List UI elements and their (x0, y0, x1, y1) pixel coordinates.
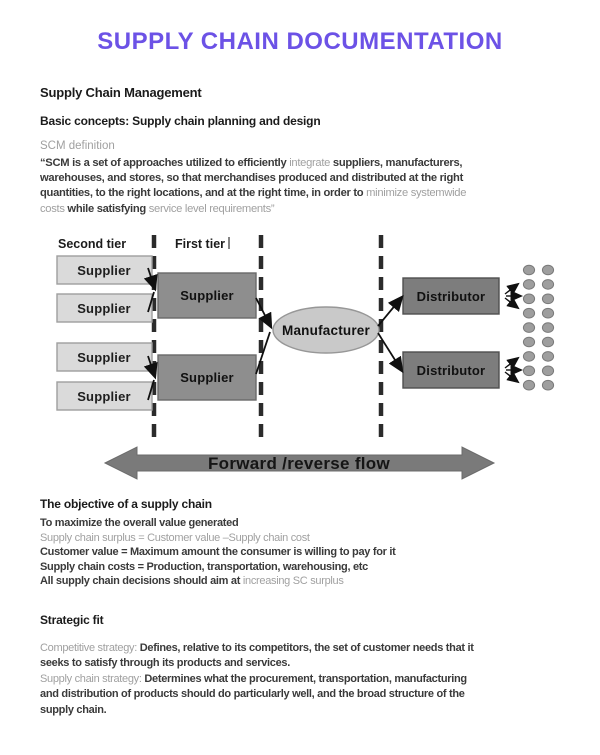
page-title: SUPPLY CHAIN DOCUMENTATION (97, 28, 503, 55)
supply-chain-diagram (0, 232, 600, 484)
supplier-box-label: Supplier (180, 370, 234, 385)
customer-dot (523, 352, 534, 362)
text-line: Supply chain costs = Production, transportation, warehousing, etc (40, 560, 368, 573)
customer-dot (523, 280, 534, 290)
first-tier-label: First tier (175, 237, 226, 251)
fan-arrow (505, 358, 518, 368)
customer-dot (542, 337, 553, 347)
text-line: Supply chain strategy: Determines what the procurement, transportation, manufacturing (40, 672, 467, 685)
text-line: seeks to satisfy through its products and services. (40, 657, 291, 670)
definition-label: SCM definition (40, 140, 115, 152)
customer-dot (523, 265, 534, 275)
customer-dot (542, 280, 553, 290)
objective-heading: The objective of a supply chain (40, 497, 212, 511)
customer-dot (542, 380, 553, 390)
customer-dot (523, 308, 534, 318)
supplier-box-label: Supplier (77, 263, 131, 278)
subsection-heading: Basic concepts: Supply chain planning and design (40, 114, 321, 128)
customer-dot (523, 366, 534, 376)
customer-dot (542, 352, 553, 362)
supplier-box-label: Supplier (180, 288, 234, 303)
supplier-box-label: Supplier (77, 389, 131, 404)
section-heading: Supply Chain Management (40, 85, 202, 100)
text-line: Customer value = Maximum amount the consumer is willing to pay for it (40, 546, 396, 559)
text-line: To maximize the overall value generated (40, 517, 239, 529)
customer-dot (523, 294, 534, 304)
text-line: Supply chain surplus = Customer value –Supply chain cost (40, 531, 310, 544)
second-tier-label: Second tier (58, 237, 127, 251)
strategic-heading: Strategic fit (40, 613, 104, 627)
customer-dot (542, 308, 553, 318)
text-line: quantities, to the right locations, and at the right time, in order to minimize systemwide (40, 187, 467, 200)
customer-dot (542, 366, 553, 376)
scm-definition-paragraph (40, 156, 466, 217)
distributor-box-label: Distributor (416, 289, 486, 304)
supplier-box-label: Supplier (77, 350, 131, 365)
customer-dot-grid (523, 265, 553, 390)
customer-dot (542, 294, 553, 304)
text-line: “SCM is a set of approaches utilized to efficiently integrate suppliers, manufacturers, (40, 157, 463, 169)
customer-dot (523, 380, 534, 390)
text-line: supply chain. (40, 703, 107, 716)
manufacturer-label: Manufacturer (282, 323, 370, 338)
flow-arrow-label: Forward /reverse flow (207, 454, 391, 473)
distributor-box-label: Distributor (416, 363, 486, 378)
fan-arrow (505, 298, 518, 308)
strategic-paragraph (40, 641, 474, 718)
text-line: All supply chain decisions should aim at increasing SC surplus (40, 575, 344, 588)
text-line: Competitive strategy: Defines, relative to its competitors, the set of customer needs that it (40, 642, 474, 654)
customer-dot (542, 265, 553, 275)
fan-arrow (505, 284, 518, 294)
text-line: costs while satisfying service level requirements” (40, 202, 275, 215)
fan-arrow (505, 372, 518, 382)
customer-dot (542, 323, 553, 333)
objective-paragraph (40, 516, 396, 589)
supplier-box-label: Supplier (77, 301, 131, 316)
text-line: and distribution of products should do particularly well, and the broad structure of the (40, 688, 465, 701)
connector-arrow (256, 298, 271, 327)
text-line: warehouses, and stores, so that merchandises produced and distributed at the right (40, 172, 463, 185)
customer-dot (523, 323, 534, 333)
customer-dot (523, 337, 534, 347)
